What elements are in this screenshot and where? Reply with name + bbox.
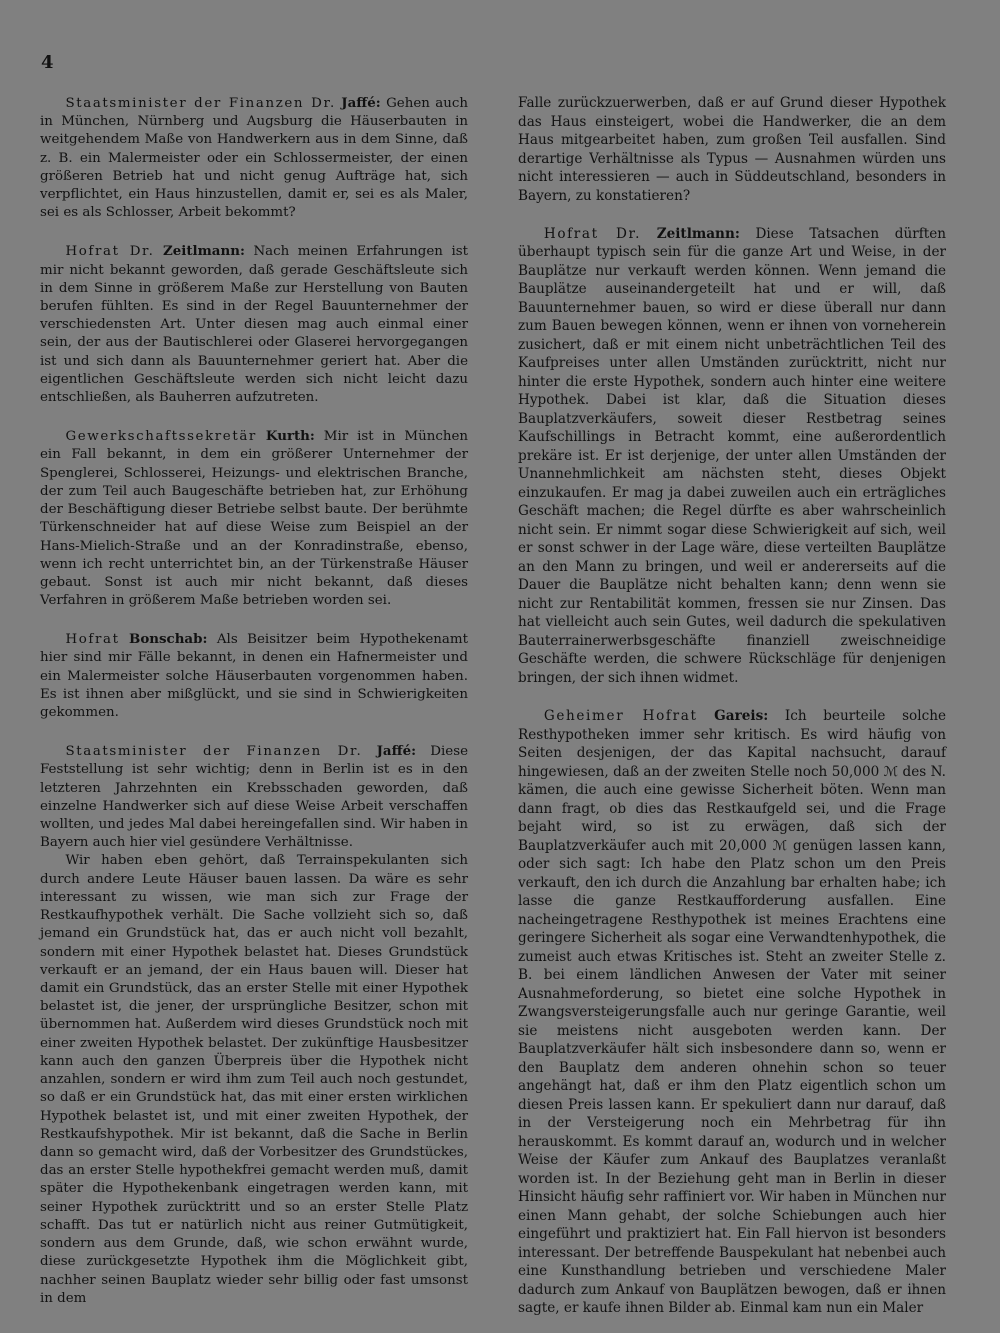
paragraph-text: Falle zurückzuerwerben, daß er auf Grund dieser Hypothek das Haus einsteigert, wobei die Handwerker, die an dem Haus mitgearbeitet haben, zum großen Teil ausfallen. Sind derartige Verhältnisse als Typus — Ausnahmen würden uns nicht interessieren — auch in Süddeutschland, besonders in Bayern, zu konstatieren? [518, 95, 946, 204]
paragraph [40, 242, 468, 407]
paragraph-text: Wir haben eben gehört, daß Terrainspekulanten sich durch andere Leute Häuser bauen lassen. Da wäre es sehr interessant zu wissen, wie man sich zur Frage der Restkaufhypothek verhält. Die Sache vollzieht sich so, daß jemand ein Grundstück hat, das er auch nicht voll bezahlt, sondern mit einer Hypothek belastet hat. Dieses Grundstück verkauft er an jemand, der ein Haus bauen will. Dieser hat damit ein Grundstück, das an erster Stelle mit einer Hypothek belastet ist, die jener, der ursprüngliche Besitzer, schon mit übernommen hat. Außerdem wird dieses Grundstück noch mit einer zweiten Hypothek belastet. Der zukünftige Hausbesitzer kann auch den ganzen Überpreis über die Hypothek nicht anzahlen, sondern er wird ihm zum Teil auch noch gestundet, so daß er ein Grundstück hat, das mit einer ersten wirklichen Hypothek belastet ist, und mit einer zweiten Hypothek, der Restkaufshypothek. Mir ist bekannt, daß die Sache in Berlin dann so gemacht wird, daß der Vorbesitzer des Grundstückes, das an erster Stelle hypothekfrei gemacht werden muß, damit später die Hypothekenbank eingetragen werden kann, mit seiner Hypothek zurücktritt und so an erster Stelle Platz schafft. Das tut er natürlich nicht aus reiner Gutmütigkeit, sondern aus dem Grunde, daß, wie schon erwähnt wurde, diese zurückgesetzte Hypothek ihm die Möglichkeit gibt, nachher seinen Bauplatz wieder sehr billig oder fast umsonst in dem [40, 853, 468, 1306]
speaker-title: Staatsminister der Finanzen Dr. [65, 744, 363, 760]
speaker-title: Hofrat Dr. [543, 225, 642, 242]
paragraph [40, 742, 468, 852]
paragraph [40, 94, 468, 223]
speaker-name: Gareis: [714, 708, 769, 725]
speaker-name: Kurth: [265, 428, 315, 445]
paragraph [40, 630, 468, 722]
paragraph [518, 707, 946, 1318]
paragraph [40, 852, 468, 1307]
speaker-name: Jaffé: [376, 743, 417, 760]
right-column [518, 94, 946, 1318]
paragraph-text: Diese Feststellung ist sehr wichtig; denn in Berlin ist es in den letzteren Jahrzehnten ein Krebsschaden geworden, daß einzelne Handwerker sich auf diese Weise Arbeit verschaffen wollten, und jedes Mal dabei hereingefallen sind. Wir haben in Bayern auch hier viel gesündere Verhältnisse. [40, 744, 468, 851]
paragraph-text: Ich beurteile solche Resthypotheken immer sehr kritisch. Es wird häufig von Seiten desjenigen, der das Kapital nachsucht, darauf hingewiesen, daß an der zweiten Stelle noch 50,000 ℳ des N. kämen, die auch eine gewisse Sicherheit böten. Wenn man dann fragt, ob dies das Restkaufgeld sei, und die Frage bejaht wird, so ist zu erwägen, daß sich der Bauplatzverkäufer auch mit 20,000 ℳ genügen lassen kann, oder sich sagt: Ich habe den Platz schon um den Preis verkauft, den ich durch die Anzahlung bar erhalten habe; ich lasse die ganze Restkaufforderung ausfallen. Eine nacheingetragene Resthypothek ist meines Erachtens eine geringere Sicherheit als sogar eine Verwandtenhypothek, die zumeist auch etwas Kritisches ist. Steht an zweiter Stelle z. B. bei einem ländlichen Anwesen der Vater mit seiner Ausnahmeforderung, so bietet eine solche Hypothek in Zwangsversteigerungsfalle auch nur geringe Garantie, weil sie meistens nicht ausgeboten werden kann. Der Bauplatzverkäufer hält sich insbesondere dann so, wenn er den Bauplatz dem anderen ohnehin schon so teuer angehängt hat, daß er ihm den Platz eigentlich schon um diesen Preis lassen kann. Er spekuliert dann nur darauf, daß in der Versteigerung noch ein Mehrbetrag für ihn herauskommt. Es kommt darauf an, wodurch und in welcher Weise der Käufer zum Ankauf des Bauplatzes veranlaßt worden ist. In der Beziehung geht man in Berlin in dieser Hinsicht häufig sehr raffiniert vor. Wir haben in München nur einen Mann gehabt, der solche Schiebungen auch hier eingeführt und praktiziert hat. Ein Fall hiervon ist besonders interessant. Der betreffende Bauspekulant hat nebenbei auch eine Kunsthandlung betrieben und verschiedene Maler dadurch zum Ankauf von Bauplätzen bewogen, daß er ihnen sagte, er kaufe ihnen Bilder ab. Einmal kam nun ein Maler [518, 708, 947, 1317]
speaker-title: Geheimer Hofrat [543, 708, 698, 725]
paragraph [40, 427, 468, 610]
paragraph [518, 94, 946, 205]
paragraph-text: Mir ist in München ein Fall bekannt, in dem ein größerer Unternehmer der Spenglerei, Schlosserei, Heizungs- und elektrischen Branche, der zum Teil auch Baugeschäfte betrieben hat, zur Erhöhung der Beschäftigung dieser Betriebe selbst baute. Der berühmte Türkenschneider hat auf diese Weise zum Beispiel an der Hans-Mielich-Straße und an der Konradinstraße, ebenso, wenn ich recht unterrichtet bin, an der Türkenstraße Häuser gebaut. Sonst ist auch mir nicht bekannt, daß dieses Verfahren in größerem Maße betrieben worden sei. [40, 429, 468, 609]
speaker-title: Hofrat Dr. [65, 244, 155, 260]
page-number: 4 [41, 52, 54, 73]
paragraph-text: Als Beisitzer beim Hypothekenamt hier sind mir Fälle bekannt, in denen ein Hafnermeister und ein Malermeister solche Häuserbauten vorgenommen haben. Es ist ihnen aber mißglückt, und sie sind in Schwierigkeiten gekommen. [40, 632, 468, 721]
speaker-name: Bonschab: [129, 631, 208, 648]
speaker-name: Zeitlmann: [162, 243, 245, 260]
paragraph-text: Gehen auch in München, Nürnberg und Augsburg die Häuserbauten in weitgehendem Maße von Handwerkern aus in dem Sinne, daß z. B. ein Malermeister oder ein Schlossermeister, der einen größeren Betrieb hat und nicht genug Aufträge hat, sich verpflichtet, ein Haus hinzustellen, damit er, sei es als Maler, sei es als Schlosser, Arbeit bekommt? [40, 96, 468, 221]
paragraph-text: Nach meinen Erfahrungen ist mir nicht bekannt geworden, daß gerade Geschäftsleute sich in dem Sinne in größerem Maße zur Herstellung von Bauten berufen fühlten. Es sind in der Regel Bauunternehmer der verschiedensten Art. Unter diesen mag auch einmal einer sein, der aus der Bautischlerei oder Glaserei hervorgegangen ist und sich dann als Bauunternehmer geriert hat. Aber die eigentlichen Geschäftsleute werden sich nicht leicht dazu entschließen, als Bauherren aufzutreten. [40, 244, 468, 406]
speaker-title: Gewerkschaftssekretär [65, 429, 257, 445]
speaker-title: Staatsminister der Finanzen Dr. [65, 96, 336, 111]
left-column [40, 94, 468, 1308]
speaker-name: Jaffé: [341, 95, 381, 111]
paragraph-text: Diese Tatsachen dürften überhaupt typisch sein für die ganze Art und Weise, in der Bauplätze nur verkauft werden können. Wenn jemand die Bauplätze auseinandergeteilt hat und er will, daß Bauunternehmer bauen, so wird er diese überall nur dann zum Bauen bewegen können, wenn er ihnen von vorneherein zusichert, daß er mit einem nicht unbeträchtlichen Teil des Kaufpreises unter allen Umständen zurücktritt, nicht nur hinter die erste Hypothek, sondern auch hinter eine weitere Hypothek. Dabei ist klar, daß die Situation dieses Bauplatzverkäufers, soweit dieser Restbetrag seines Kaufschillings in Betracht kommt, eine außerordentlich prekäre ist. Er ist derjenige, der unter allen Umständen der Unannehmlichkeit am nächsten steht, dieses Objekt einzukaufen. Er mag ja dabei zuweilen auch ein erträgliches Geschäft machen; die Regel dürfte es aber wahrscheinlich nicht sein. Er nimmt sogar diese Schwierigkeit auf sich, weil er sonst schwer in der Lage wäre, diese verteilten Bauplätze an den Mann zu bringen, und weil er andererseits auf die Dauer die Bauplätze nicht behalten kann; denn wenn sie nicht zur Rentabilität kommen, fressen sie nur Zinsen. Das hat vielleicht auch sein Gutes, weil dadurch die spekulativen Bauterrainerwerbsgeschäfte finanziell zweischneidige Geschäfte werden, die schwere Rückschläge für denjenigen bringen, der sich ihnen widmet. [518, 225, 946, 686]
paragraph [518, 225, 946, 688]
speaker-name: Zeitlmann: [656, 225, 740, 242]
speaker-title: Hofrat [65, 632, 120, 648]
